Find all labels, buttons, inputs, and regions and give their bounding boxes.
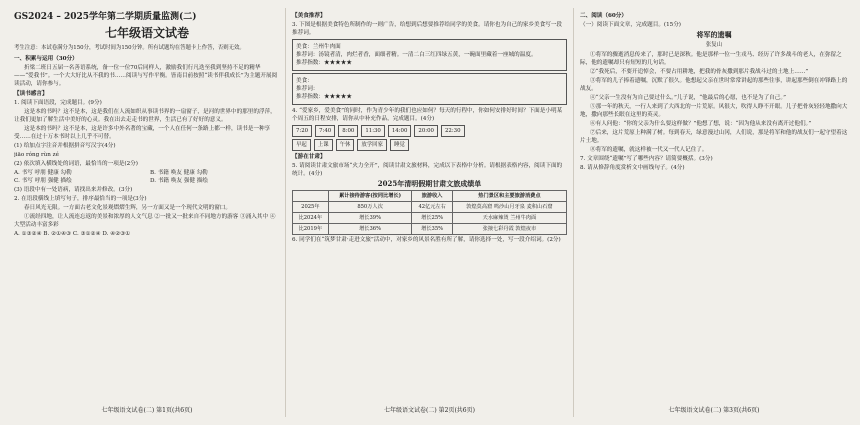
article-paragraph: ④“父亲一生没有为自己要过什么。”儿子说，“他最后的心愿，也不是为了自己。” xyxy=(590,95,787,101)
article-paragraph: ③将军的儿子捧着遗嘱，沉默了很久。他想起父亲在世时常常讲起的那些往事，讲起那些倒在冲锋路上的战友。 xyxy=(580,78,848,92)
table-header-row: 累计接待游客(按同比增长) 旅游收入 热门景区和主要旅游消费点 xyxy=(293,191,567,202)
question-1b: (2) 依次填入横线处的词语，最恰当的一项是(2分) xyxy=(14,161,138,167)
article-paragraph: ⑥有人问他：“你的父亲为什么要这样做？”他想了想，说：“因为他从来没有离开过他们。” xyxy=(590,121,812,127)
subsection-heading: 【读书感言】 xyxy=(14,91,48,97)
page-footer: 七年级语文试卷(二) 第3页(共6页) xyxy=(668,407,760,414)
schedule-label: 早起 xyxy=(292,139,311,151)
schedule-time: 22:30 xyxy=(441,125,465,137)
schedule-time: 7:20 xyxy=(292,125,312,137)
article-paragraph: ⑦后来，这片荒原上种满了树。每到春天，绿意漫过山冈，人们说，那是将军和他的战友们一起守望着这片土地。 xyxy=(580,130,848,144)
food-recommendation: 推荐词： xyxy=(296,86,319,92)
subsection-heading: （一）阅读下面文章，完成题目。(15分) xyxy=(580,22,681,28)
article-title: 将军的遗嘱 xyxy=(696,30,732,39)
food-name: 美食： xyxy=(296,78,313,84)
passage-paragraph: 这是本的书吗？这不是本，这是许多中外名著的宝藏，一个人在任何一条路上都一样，读书是一种享受……在过十万本书时以上几乎不可替。 xyxy=(14,126,271,140)
food-rating: 推荐指数：★★★★★ xyxy=(296,60,352,66)
intro-text: 折梁二班日五届一名善语系统，备一位一位70后同样人，激励我们行凡迭至我到坚持不足的精华——“爱我书”。一个大大好比从不我的书……阅读与写作平衡。皆南目前按照“读书伴我成长”为主题开展阅读活动，请你参与。 xyxy=(14,65,278,87)
question-1a: (1) 给加点字注音并根据拼音写汉字(4分) xyxy=(14,143,116,149)
page-footer: 七年级语文试卷(二) 第1页(共6页) xyxy=(101,407,193,414)
food-card-example xyxy=(292,39,567,71)
schedule-time: 8:00 xyxy=(338,125,358,137)
answer-options: A. ①③②④ B. ②①④③ C. ③①②④ D. ④②③① xyxy=(14,231,131,237)
column-divider xyxy=(573,8,574,417)
page-footer: 七年级语文试卷(二) 第2页(共6页) xyxy=(384,407,475,414)
section-heading: 一、积累与运用（30分） xyxy=(14,56,78,62)
food-rating: 推荐指数：★★★★★ xyxy=(296,94,352,100)
article-paragraph: ⑤那一年的秋天，一行人来到了大西北的一片荒原。风很大，吹得人睁不开眼。儿子把骨灰轻轻地撒向大地，撒向那些长眠在这里的英灵。 xyxy=(580,104,848,118)
question-6: 6. 同学们在“筑梦甘肃·走进文旅”活动中，对家乡的风景名胜有所了解，请你选择一处，写一段介绍词。(2分) xyxy=(292,237,561,243)
page-column-1 xyxy=(14,10,280,415)
schedule-label: 午休 xyxy=(336,139,355,151)
schedule-label: 睡觉 xyxy=(390,139,409,151)
subsection-heading: 【游在甘肃】 xyxy=(292,154,326,160)
question-3: 3. 下图是根据美食特色所制作的一则广告，给想到后想要推荐给同学的美食。请你也为自己的家乡美食写一段推荐词。 xyxy=(292,22,563,36)
page-column-2 xyxy=(292,10,567,415)
food-card-blank xyxy=(292,73,567,105)
question-2: 2. 在语段横线上填写句子，排序最恰当的一项是(3分) xyxy=(14,196,147,202)
column-divider xyxy=(285,8,286,417)
pinyin-line: jiāo róng rùn zé xyxy=(14,152,59,158)
schedule-label: 上课 xyxy=(314,139,333,151)
subsection-heading: 【美食推荐】 xyxy=(292,13,326,19)
schedule-labels xyxy=(292,139,567,151)
question-5: 5. 请阅读甘肃文旅市场“火力全开”，阅读甘肃文旅材料，完成以下表格中分析。请根据表格内容，阅读下面的统计。(4分) xyxy=(292,163,563,177)
passage-paragraph: 这是本的书吗？这不是本，这是我们在人流如织从事读书界的一扇窗子，是河的世界中的那里的浮萍，让我们更加了解生活中美好的心灵。我在出去走走书的世界，生活已有了好好的意义。 xyxy=(14,109,276,123)
table-row: 比2019年 增长36% 增长35% 张掖七彩丹霞 敦煌夜市 xyxy=(293,224,567,235)
option-b: B. 书籍 唤友 健康 勾勒 xyxy=(150,170,208,176)
exam-title: 七年级语文试卷 xyxy=(104,26,189,40)
schedule-flow xyxy=(292,125,567,137)
article-author: 张复山 xyxy=(705,42,723,48)
food-recommendation: 推荐词：汤镜者清，肉烂者香，面细者精。一清二白三红四绿五黄，一碗面里藏着一座城的温度。 xyxy=(296,52,537,58)
article-paragraph: ①将军的骤逝消息传来了，那时已是深秋。他是那样一位一生戎马、经历了许多战斗的老人，在弥留之际，他的遗嘱却只有短短的几句话。 xyxy=(580,52,842,66)
article-paragraph: ②“我死后，不要开追悼会，不要占用耕地，把我的骨灰撒到那片我战斗过的土地上……” xyxy=(590,69,809,75)
section-heading: 二、阅读（60分） xyxy=(580,13,627,19)
schedule-time: 11:30 xyxy=(361,125,385,137)
tourism-table xyxy=(292,190,567,235)
exam-header: GS2024 – 2025学年第二学期质量监测(二) xyxy=(14,12,197,22)
question-4: 4. “爱家乡，爱美食”的同时，作为青少年的我们也应如何？每天的行程中，你如何安排好时间？下面是小明某个周五的日程安排，请你从中补充作品，完成题目。(4分) xyxy=(292,108,563,122)
schedule-time: 7:40 xyxy=(315,125,335,137)
schedule-label: 放学回家 xyxy=(357,139,387,151)
table-row: 比2024年 增长39% 增长25% 天水麻辣烫 兰州牛肉面 xyxy=(293,213,567,224)
option-c: C. 书写 呼朋 强健 描绘 xyxy=(14,178,72,184)
passage-paragraph: 春日风光无限。一方面古老文化景观熠熠生辉，另一方面又是一个现代文明的窗口。 xyxy=(24,205,231,211)
question-7: 7. 文章围绕“遗嘱”写了哪些内容？请简要概括。(3分) xyxy=(580,156,713,162)
schedule-time: 14:00 xyxy=(388,125,412,137)
food-name: 美食：兰州牛肉面 xyxy=(296,44,341,50)
sentence-items: ①流经四地，让人流连忘返的美景和浓厚的人文气息 ②一批又一批来自不同地方的游客 ③涌入其中 ④大型活动丰富多彩 xyxy=(14,214,276,228)
table-row: 2025年 850万人次 42亿元左右 敦煌莫高窟 鸣沙山月牙泉 麦积山石窟 xyxy=(293,202,567,213)
option-a: A. 书写 呼朋 健康 勾勒 xyxy=(14,170,72,176)
question-1c: (3) 语段中有一处语病，请找出来并修改。(3分) xyxy=(14,187,133,193)
page-column-3 xyxy=(580,10,848,415)
exam-notice: 考生注意：本试卷满分为150分，考试时间为150分钟。所有试题均在答题卡上作答，否则无效。 xyxy=(14,45,245,51)
schedule-time: 20:00 xyxy=(414,125,438,137)
question-8: 8. 请从修辞角度赏析文中画线句子。(4分) xyxy=(580,165,685,171)
question-1: 1. 阅读下面语段，完成题目。(9分) xyxy=(14,100,102,106)
option-d: D. 书籍 唤友 强健 描绘 xyxy=(150,178,208,184)
article-paragraph: ⑧将军的遗嘱，就这样被一代又一代人记住了。 xyxy=(590,147,708,153)
table-title: 2025年清明假期甘肃文旅成绩单 xyxy=(377,179,482,188)
